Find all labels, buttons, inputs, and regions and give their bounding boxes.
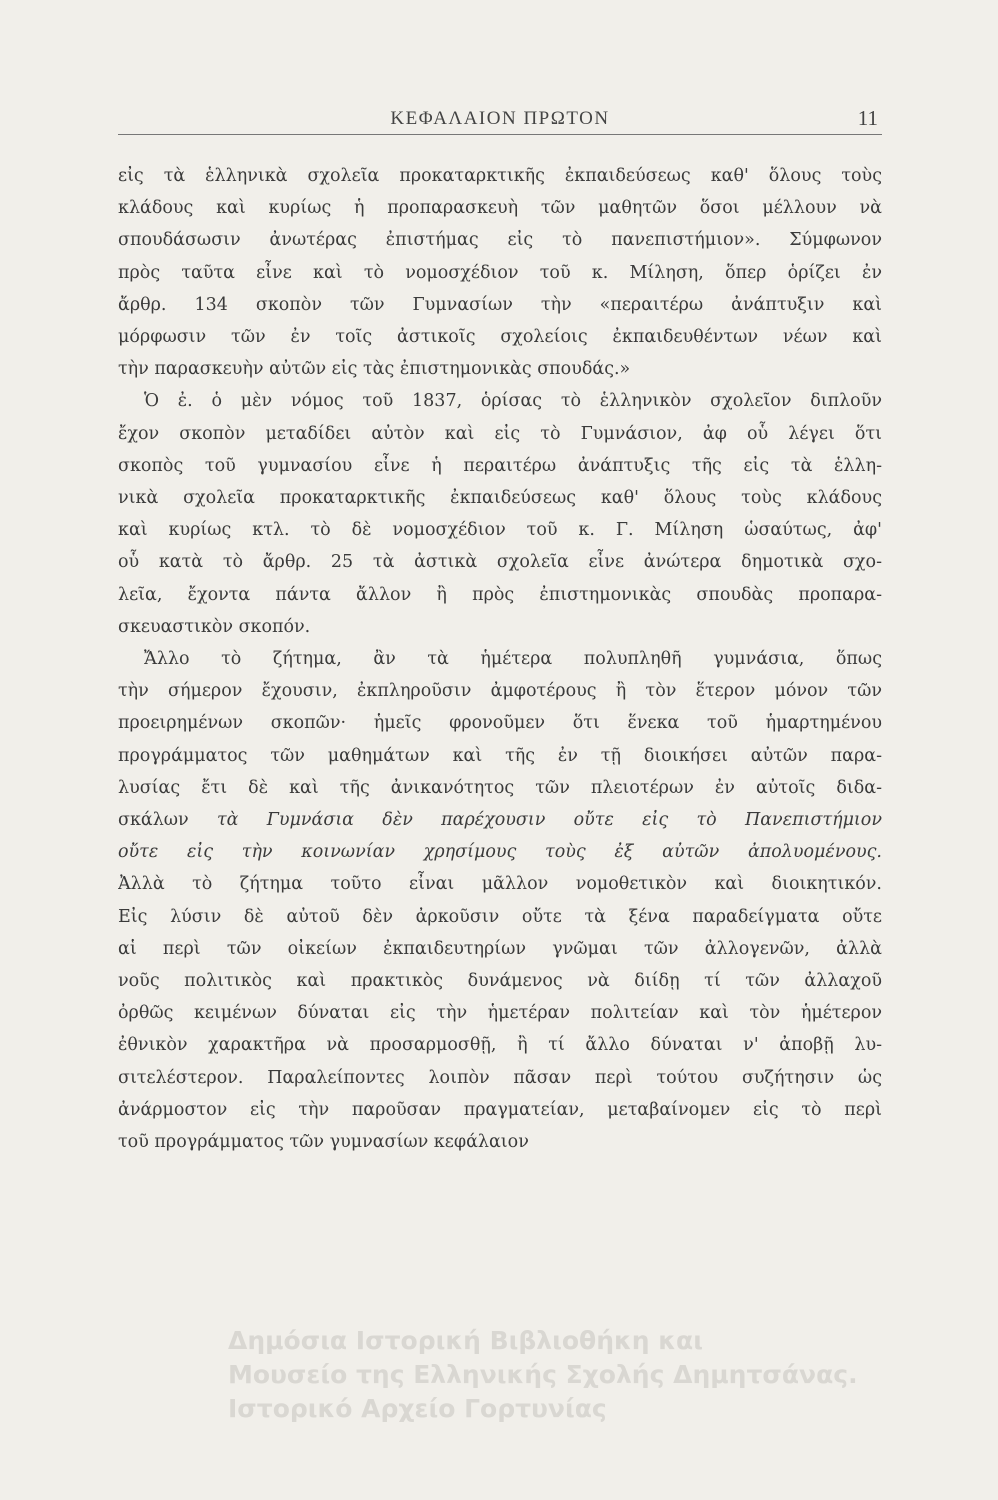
text-line: νοῦς πολιτικὸς καὶ πρακτικὸς δυνάμενος νὰ διίδῃ τί τῶν ἀλλαχοῦ: [118, 971, 882, 992]
text-line: πρὸς ταῦτα εἶνε καὶ τὸ νομοσχέδιον τοῦ κ. Μίληση, ὅπερ ὁρίζει ἐν: [118, 262, 882, 283]
text-line: αἱ περὶ τῶν οἰκείων ἐκπαιδευτηρίων γνῶμαι τῶν ἀλλογενῶν, ἀλλὰ: [118, 938, 882, 959]
text-line: τὴν παρασκευὴν αὐτῶν εἰς τὰς ἐπιστημονικὰς σπουδάς.»: [118, 359, 631, 380]
text-line: ὀρθῶς κειμένων δύναται εἰς τὴν ἡμετέραν πολιτείαν καὶ τὸν ἡμέτερον: [118, 1003, 882, 1024]
text-line: εἰς τὰ ἑλληνικὰ σχολεῖα προκαταρκτικῆς ἐκπαιδεύσεως καθ' ὅλους τοὺς: [118, 166, 882, 186]
page-number: 11: [857, 106, 878, 130]
text-line: τὴν σήμερον ἔχουσιν, ἐκπληροῦσιν ἀμφοτέρους ἢ τὸν ἕτερον μόνον τῶν: [118, 681, 882, 702]
text-line: προειρημένων σκοπῶν· ἡμεῖς φρονοῦμεν ὅτι ἕνεκα τοῦ ἡμαρτημένου: [118, 713, 882, 734]
text-line: ἀνάρμοστον εἰς τὴν παροῦσαν πραγματείαν, μεταβαίνομεν εἰς τὸ περὶ: [118, 1099, 882, 1120]
watermark-line: Ιστορικό Αρχείο Γορτυνίας: [228, 1394, 607, 1423]
text-line: προγράμματος τῶν μαθημάτων καὶ τῆς ἐν τῇ διοικήσει αὐτῶν παρα-: [118, 745, 882, 766]
text-line: σιτελέστερον. Παραλείποντες λοιπὸν πᾶσαν περὶ τούτου συζήτησιν ὡς: [118, 1067, 882, 1088]
watermark-line: Δημόσια Ιστορική Βιβλιοθήκη και: [228, 1326, 703, 1355]
text-line: ἐθνικὸν χαρακτῆρα νὰ προσαρμοσθῇ, ἢ τί ἄλλο δύναται ν' ἀποβῇ λυ-: [118, 1035, 882, 1056]
text-line: σπουδάσωσιν ἀνωτέρας ἐπιστήμας εἰς τὸ πανεπιστήμιον». Σύμφωνον: [118, 230, 882, 251]
text-line: Ἀλλὰ τὸ ζήτημα τοῦτο εἶναι μᾶλλον νομοθετικὸν καὶ διοικητικόν.: [118, 874, 882, 895]
emphasized-text: τὰ Γυμνάσια δὲν παρέχουσιν οὔτε εἰς τὸ Πανεπιστήμιον: [216, 810, 882, 831]
text-line: λυσίας ἔτι δὲ καὶ τῆς ἀνικανότητος τῶν πλειοτέρων ἐν αὐτοῖς διδα-: [118, 777, 882, 798]
text-line: οὗ κατὰ τὸ ἄρθρ. 25 τὰ ἀστικὰ σχολεῖα εἶνε ἀνώτερα δημοτικὰ σχο-: [118, 552, 882, 573]
library-watermark: [228, 1324, 988, 1426]
text-line: κλάδους καὶ κυρίως ἡ προπαρασκευὴ τῶν μαθητῶν ὅσοι μέλλουν νὰ: [118, 198, 882, 219]
body-text: [118, 160, 882, 1158]
text-line-italic: [118, 836, 882, 868]
text-line: καὶ κυρίως κτλ. τὸ δὲ νομοσχέδιον τοῦ κ. Γ. Μίληση ὡσαύτως, ἀφ': [118, 520, 882, 541]
text-line: Ὁ ἐ. ὁ μὲν νόμος τοῦ 1837, ὁρίσας τὸ ἑλληνικὸν σχολεῖον διπλοῦν: [144, 391, 882, 412]
text-line: λεῖα, ἔχοντα πάντα ἄλλον ἢ πρὸς ἐπιστημονικὰς σπουδὰς προπαρα-: [118, 584, 882, 605]
text-line-italic: [118, 804, 882, 836]
text-line: μόρφωσιν τῶν ἐν τοῖς ἀστικοῖς σχολείοις ἐκπαιδευθέντων νέων καὶ: [118, 327, 882, 348]
text-line: Ἄλλο τὸ ζήτημα, ἂν τὰ ἡμέτερα πολυπληθῆ γυμνάσια, ὅπως: [144, 649, 882, 670]
running-title: ΚΕΦΑΛΑΙΟΝ ΠΡΩΤΟΝ: [390, 108, 610, 129]
text-line: ἄρθρ. 134 σκοπὸν τῶν Γυμνασίων τὴν «περαιτέρω ἀνάπτυξιν καὶ: [118, 294, 882, 315]
text-line: σκοπὸς τοῦ γυμνασίου εἶνε ἡ περαιτέρω ἀνάπτυξις τῆς εἰς τὰ ἑλλη-: [118, 455, 882, 476]
text-line: ἔχον σκοπὸν μεταδίδει αὐτὸν καὶ εἰς τὸ Γυμνάσιον, ἀφ οὗ λέγει ὅτι: [118, 423, 882, 444]
page-header: [118, 106, 882, 135]
text-line: σκευαστικὸν σκοπόν.: [118, 616, 311, 637]
line-roman-part: σκάλων: [118, 810, 189, 831]
text-line: νικὰ σχολεῖα προκαταρκτικῆς ἐκπαιδεύσεως καθ' ὅλους τοὺς κλάδους: [118, 488, 882, 509]
watermark-line: Μουσείο της Ελληνικής Σχολής Δημητσάνας.: [228, 1360, 858, 1389]
text-line: Εἰς λύσιν δὲ αὐτοῦ δὲν ἀρκοῦσιν οὔτε τὰ ξένα παραδείγματα οὔτε: [118, 906, 882, 927]
text-line: τοῦ προγράμματος τῶν γυμνασίων κεφάλαιον: [118, 1132, 529, 1153]
emphasized-text: οὔτε εἰς τὴν κοινωνίαν χρησίμους τοὺς ἐξ αὐτῶν ἀπολυομένους.: [118, 842, 882, 863]
